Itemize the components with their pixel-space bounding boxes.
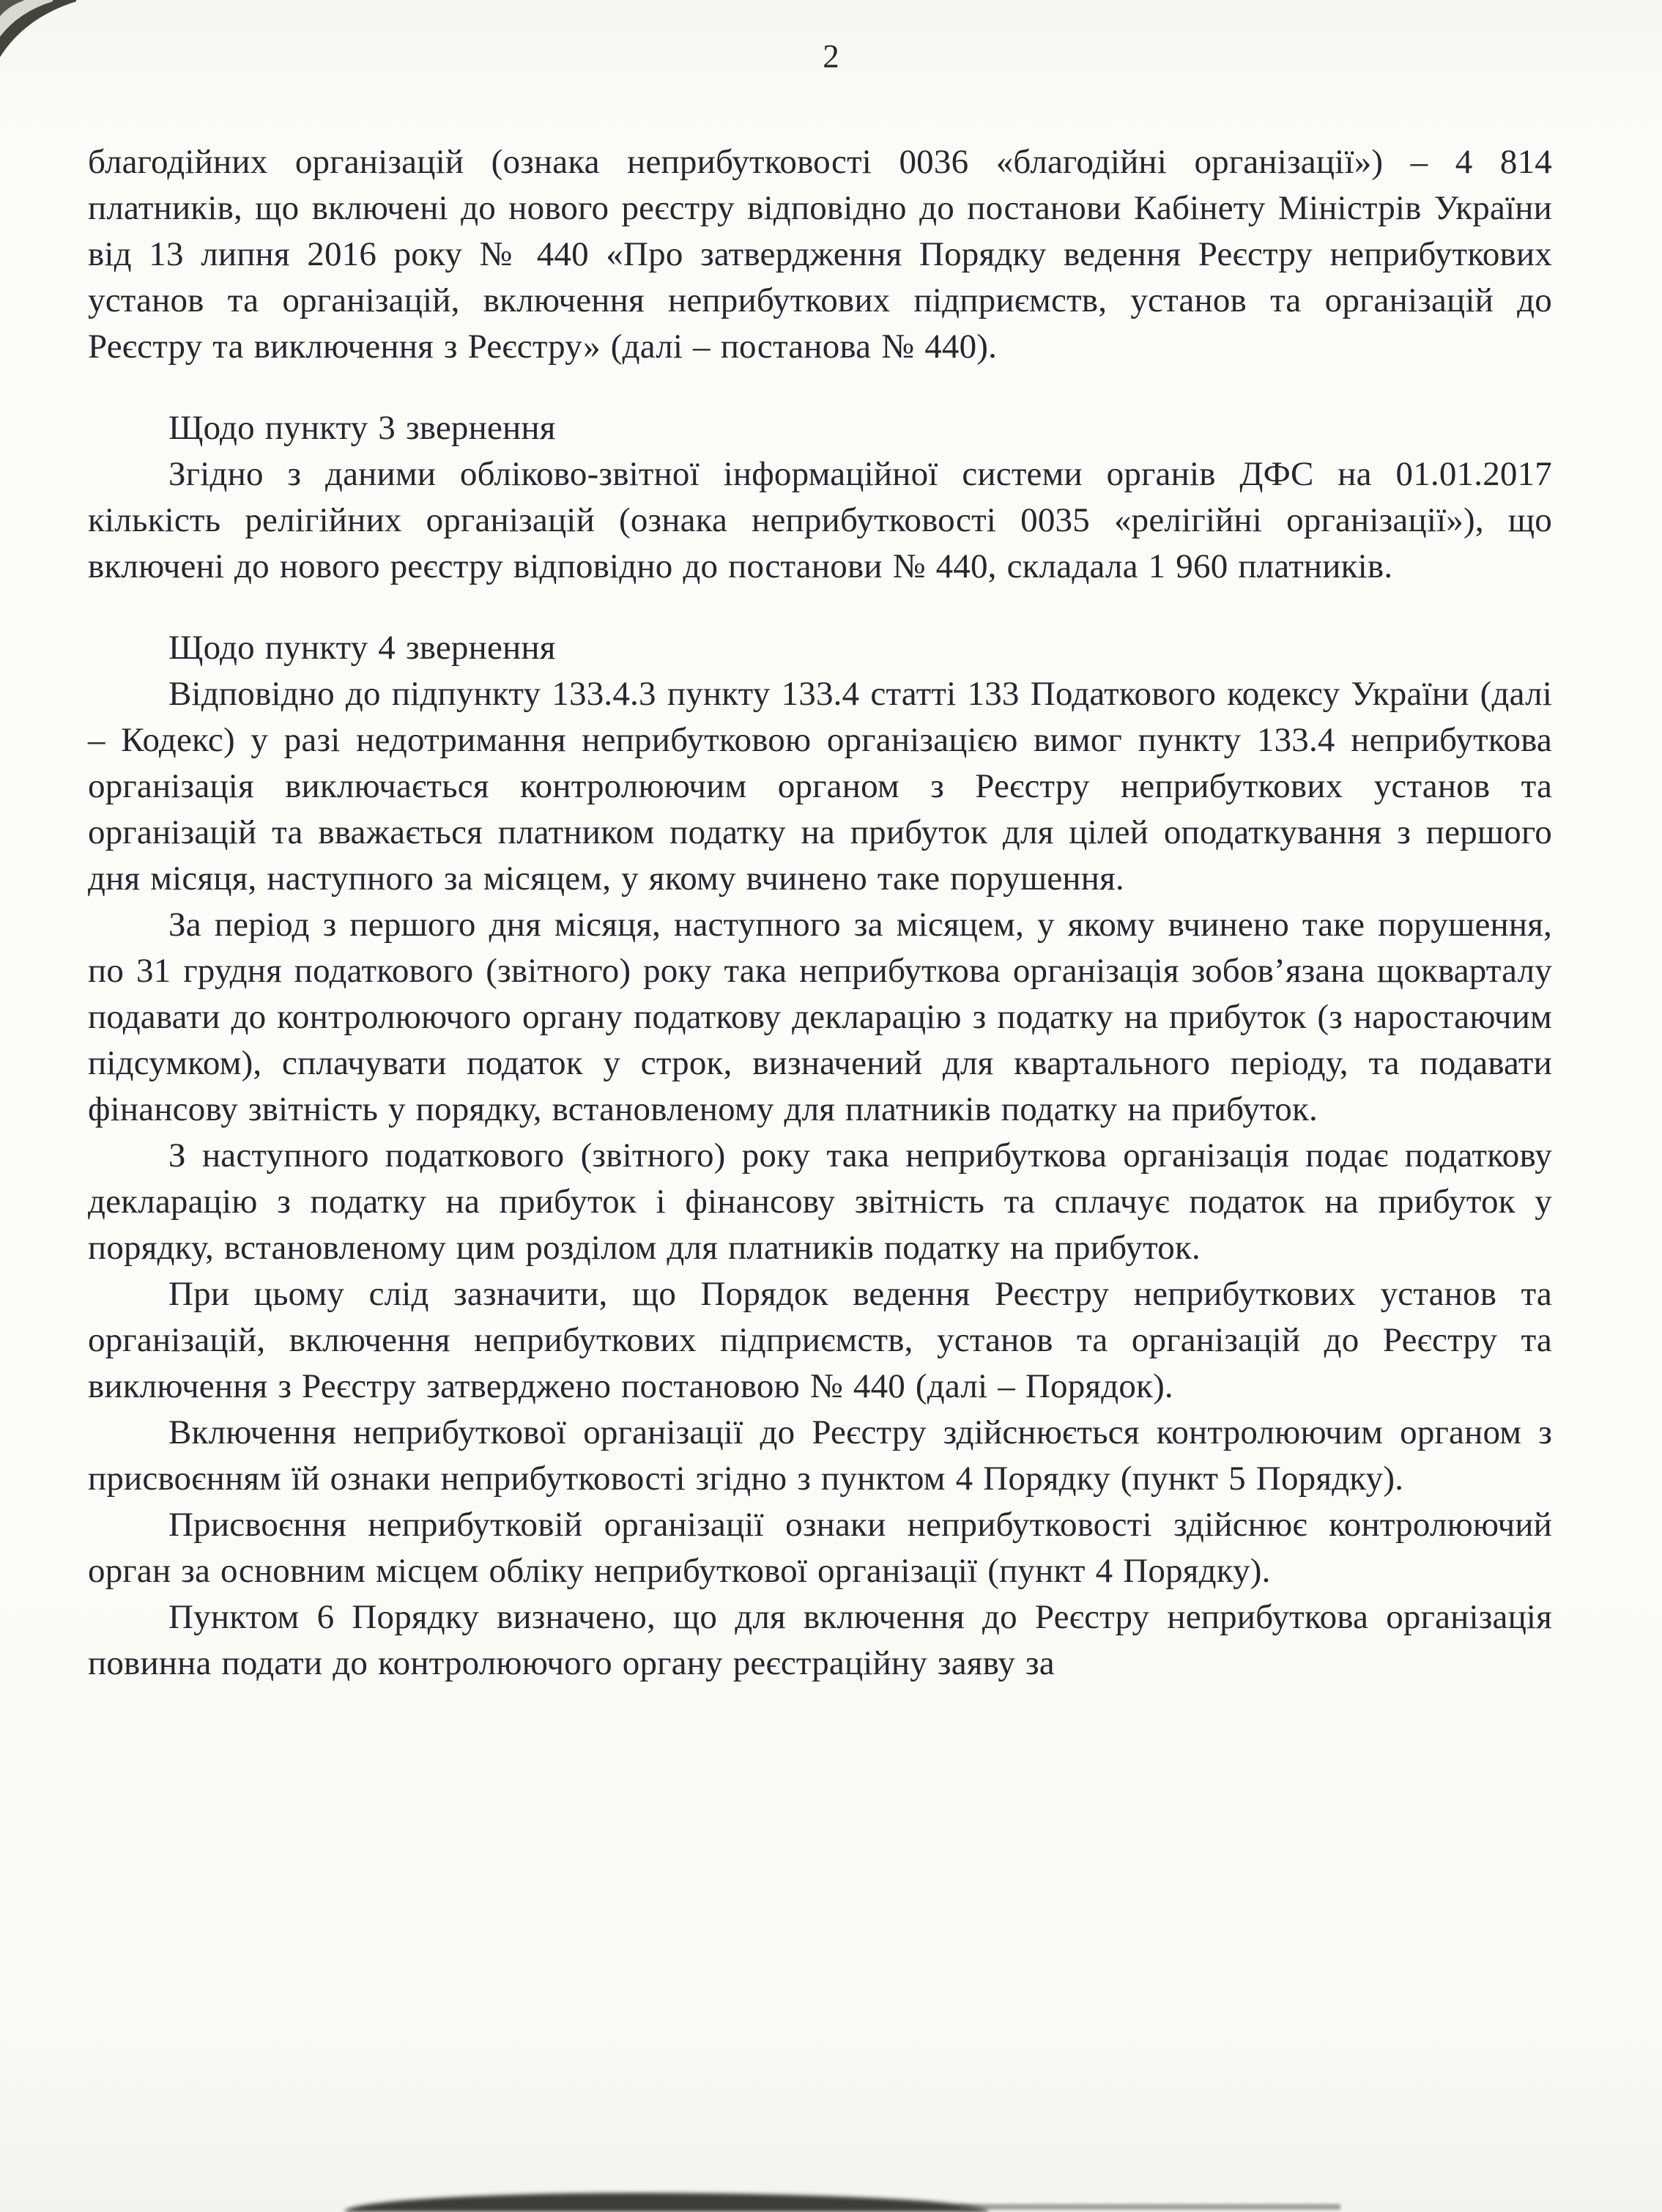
paragraph: При цьому слід зазначити, що Порядок ведення Реєстру неприбуткових установ та організацій, включення неприбуткових підприємств, установ та організацій до Реєстру та виключення з Реєстру затверджено постановою № 440 (далі – Порядок). bbox=[88, 1275, 1552, 1405]
page-number: 2 bbox=[823, 38, 839, 75]
scan-bottom-line-artifact bbox=[960, 2204, 1340, 2210]
paragraph: З наступного податкового (звітного) року така неприбуткова організація подає податкову декларацію з податку на прибуток і фінансову звітність та сплачує податок на прибуток у порядку, встановленому цим розділом для платників податку на прибуток. bbox=[88, 1136, 1552, 1267]
paragraph: Відповідно до підпункту 133.4.3 пункту 133.4 статті 133 Податкового кодексу України (далі – Кодекс) у разі недотримання неприбутковою організацією вимог пункту 133.4 неприбуткова організація виключається контролюючим органом з Реєстру неприбуткових установ та організацій та вважається платником податку на прибуток для цілей оподаткування з першого дня місяця, наступного за місяцем, у якому вчинено таке порушення. bbox=[88, 675, 1552, 898]
scan-corner-artifact bbox=[0, 0, 95, 66]
paragraph: Згідно з даними обліково-звітної інформаційної системи органів ДФС на 01.01.2017 кількість релігійних організацій (ознака неприбутковості 0035 «релігійні організації»), що включені до нового реєстру відповідно до постанови № 440, складала 1 960 платників. bbox=[88, 455, 1552, 585]
paragraph: благодійних організацій (ознака неприбутковості 0036 «благодійні організації») – 4 814 платників, що включені до нового реєстру відповідно до постанови Кабінету Міністрів України від 13 липня 2016 року № 440 «Про затвердження Порядку ведення Реєстру неприбуткових установ та організацій, включення неприбуткових підприємств, установ та організацій до Реєстру та виключення з Реєстру» (далі – постанова № 440). bbox=[88, 143, 1552, 366]
paragraph: Присвоєння неприбутковій організації ознаки неприбутковості здійснює контролюючий орган за основним місцем обліку неприбуткової організації (пункт 4 Порядку). bbox=[88, 1506, 1552, 1590]
paragraph: Щодо пункту 3 звернення bbox=[168, 409, 556, 447]
paragraph: Пунктом 6 Порядку визначено, що для включення до Реєстру неприбуткова організація повинна подати до контролюючого органу реєстраційну заяву за bbox=[88, 1598, 1552, 1682]
document-body bbox=[88, 139, 1552, 1687]
paragraph: Щодо пункту 4 звернення bbox=[168, 629, 556, 667]
paragraph: Включення неприбуткової організації до Реєстру здійснюється контролюючим органом з присвоєнням їй ознаки неприбутковості згідно з пунктом 4 Порядку (пункт 5 Порядку). bbox=[88, 1413, 1552, 1498]
paragraph: За період з першого дня місяця, наступного за місяцем, у якому вчинено таке порушення, по 31 грудня податкового (звітного) року така неприбуткова організація зобов’язана щокварталу подавати до контролюючого органу податкову декларацію з податку на прибуток (з наростаючим підсумком), сплачувати податок у строк, визначений для квартального періоду, та подавати фінансову звітність у порядку, встановленому для платників податку на прибуток. bbox=[88, 906, 1552, 1128]
scan-bottom-smudge-artifact bbox=[344, 2193, 989, 2212]
